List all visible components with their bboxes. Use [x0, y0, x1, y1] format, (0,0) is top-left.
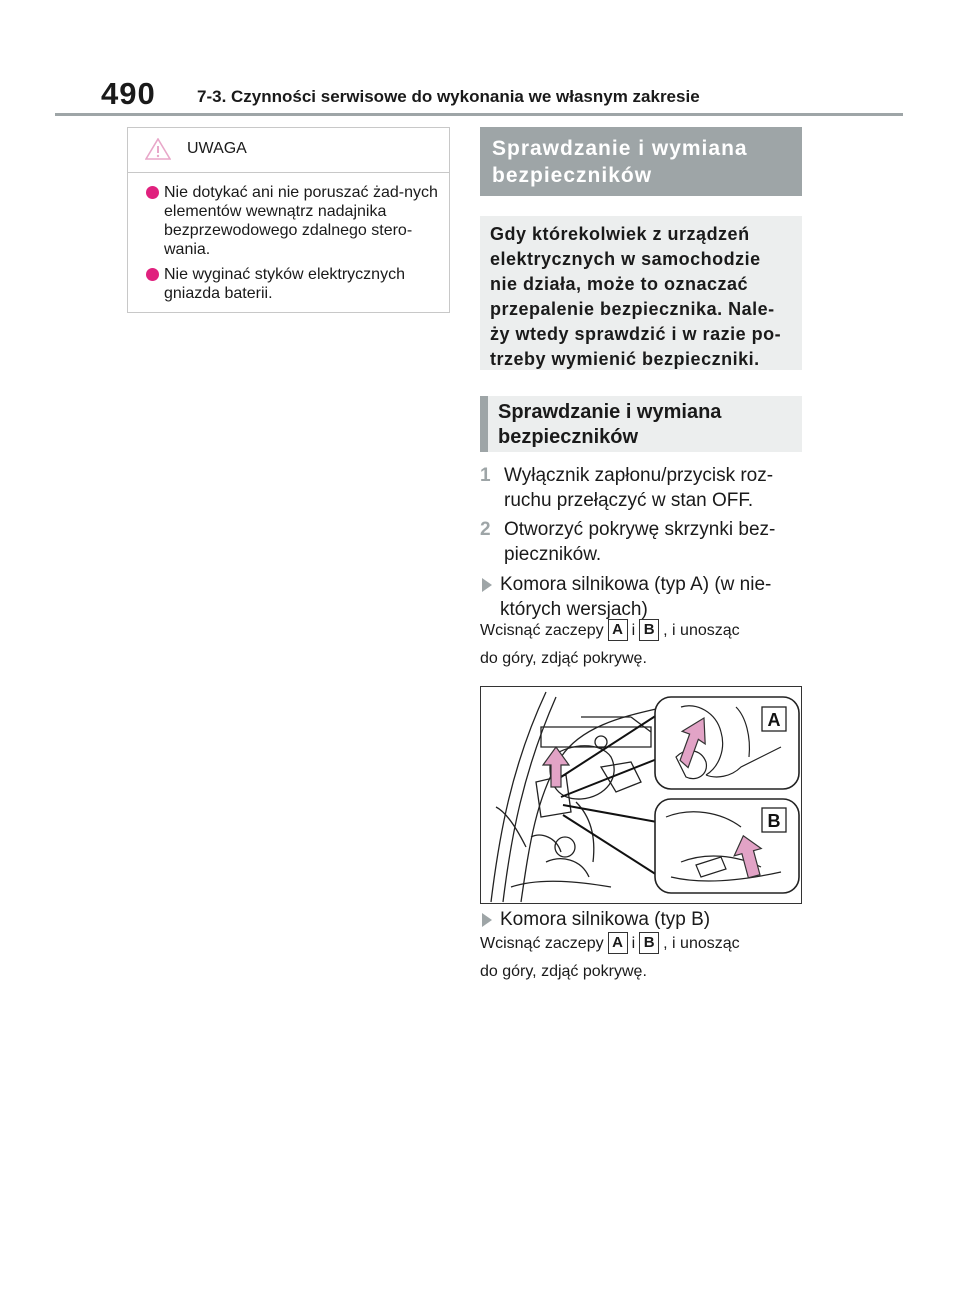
warning-icon	[145, 138, 171, 160]
bullet-icon	[146, 268, 159, 281]
callout-b: B	[767, 811, 781, 831]
header-rule	[55, 113, 903, 116]
key-b-box: B	[639, 932, 659, 954]
key-a-box: A	[608, 619, 628, 641]
step-1	[480, 463, 810, 513]
caution-title: UWAGA	[187, 140, 247, 157]
variant-a-note: Wcisnąć zaczepy A i B , i unosząc do góry, zdjąć pokrywę.	[480, 621, 740, 667]
step-text: Wyłącznik zapłonu/przycisk roz-ruchu przełączyć w stan OFF.	[504, 465, 774, 511]
callout-a: A	[767, 710, 781, 730]
bullet-icon	[146, 186, 159, 199]
subheading: Sprawdzanie i wymiana bezpieczników	[480, 396, 802, 452]
step-number: 2	[480, 519, 491, 540]
key-b-box: B	[639, 619, 659, 641]
variant-type-a: Komora silnikowa (typ A) (w nie-których wersjach)	[480, 572, 810, 622]
caution-item: Nie dotykać ani nie poruszać żad-nych elementów wewnątrz nadajnika bezprzewodowego zdalnego stero-wania.	[146, 183, 446, 259]
section-banner: Sprawdzanie i wymiana bezpieczników	[480, 127, 802, 196]
key-a-box: A	[608, 932, 628, 954]
section-title: 7-3. Czynności serwisowe do wykonania we własnym zakresie	[197, 87, 700, 106]
intro-box: Gdy którekolwiek z urządzeń elektrycznych w samochodzie nie działa, może to oznaczać przepalenie bezpiecznika. Nale-ży wtedy sprawdzić i w razie po-trzeby wymienić bezpieczniki.	[480, 216, 802, 370]
engine-illustration	[481, 687, 802, 904]
step-number: 1	[480, 465, 491, 486]
step-2	[480, 517, 810, 567]
engine-fuse-figure	[480, 686, 802, 904]
variant-type-b: Komora silnikowa (typ B)	[480, 907, 810, 932]
caution-box	[127, 127, 450, 313]
caution-header	[128, 128, 449, 173]
triangle-icon	[482, 578, 492, 592]
triangle-icon	[482, 913, 492, 927]
variant-b-note: Wcisnąć zaczepy A i B , i unosząc do góry, zdjąć pokrywę.	[480, 934, 740, 980]
step-text: Otworzyć pokrywę skrzynki bez-pieczników.	[504, 519, 776, 565]
page-number: 490	[101, 76, 156, 111]
caution-item: Nie wyginać styków elektrycznych gniazda baterii.	[146, 265, 446, 303]
